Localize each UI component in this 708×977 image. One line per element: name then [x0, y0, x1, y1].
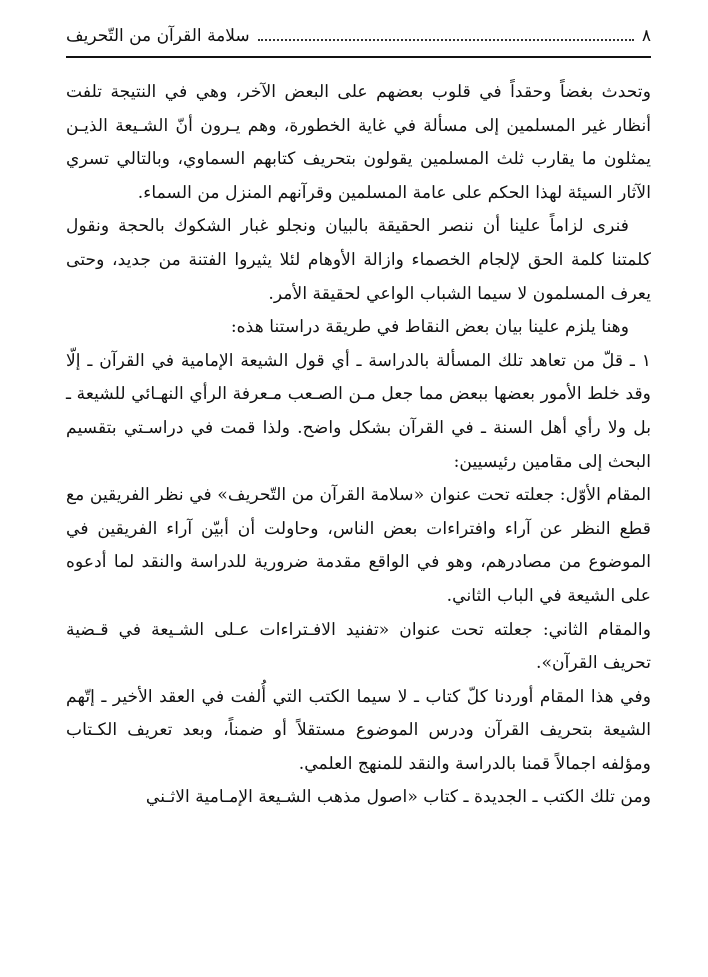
- book-page: [66, 22, 651, 962]
- header-dot-leader: [254, 24, 638, 48]
- running-title: سلامة القرآن من التّحريف: [66, 26, 250, 46]
- page-number: ٨: [641, 26, 651, 46]
- paragraph-7: وفي هذا المقام أوردنا كلّ كتاب ـ لا سيما الكتب التي أُلفت في العقد الأخير ـ إتّهم الشيعة بتحريف القرآن ودرس الموضوع مستقلاً أو ضمناً، وبعد تعريف الكـتاب ومؤلفه اجمالاً قمنا بالدراسة والنقد للمنهج العلمي.: [66, 686, 651, 774]
- paragraph-8: ومن تلك الكتب ـ الجديدة ـ كتاب «اصول مذهب الشـيعة الإمـامية الاثـني: [145, 787, 651, 808]
- body-text: [66, 76, 651, 815]
- header-rule: [66, 56, 651, 58]
- running-header: [66, 22, 651, 48]
- paragraph-6: والمقام الثاني: جعلته تحت عنوان «تفنيد الافـتراءات عـلى الشـيعة في قـضية تحريف القرآن».: [66, 619, 651, 674]
- paragraph-4: ١ ـ قلّ من تعاهد تلك المسألة بالدراسة ـ أي قول الشيعة الإمامية في القرآن ـ إلّا وقد خلط الأمور بعضها ببعض مما جعل مـن الصـعب مـعرفة الرأي النهـائي للشيعة ـ بل ولا رأي أهل السنة ـ في القرآن بشكل واضح. ولذا قمت في دراسـتي بتقسيم البحث إلى مقامين رئيسيين:: [66, 350, 651, 472]
- paragraph-2: فنرى لزاماً علينا أن ننصر الحقيقة بالبيان ونجلو غبار الشكوك بالحجة ونقول كلمتنا كلمة الحق لإلجام الخصماء وازالة الأوهام لئلا يثيروا الفتنة من جديد، وحتى يعرف المسلمون لا سيما الشباب الواعي لحقيقة الأمر.: [66, 216, 651, 304]
- paragraph-1: وتحدث بغضاً وحقداً في قلوب بعضهم على البعض الآخر، وهي في النتيجة تلفت أنظار غير المسلمين إلى مسألة في غاية الخطورة، وهم يـرون أنّ الشـيعة الذيـن يمثلون ما يقارب ثلث المسلمين يقولون بتحريف كتابهم السماوي، وبالتالي تسري الآثار السيئة لهذا الحكم على عامة المسلمين وقرآنهم المنزل من السماء.: [66, 82, 651, 203]
- paragraph-3: وهنا يلزم علينا بيان بعض النقاط في طريقة دراستنا هذه:: [230, 317, 629, 338]
- paragraph-5: المقام الأوّل: جعلته تحت عنوان «سلامة القرآن من التّحريف» في نظر الفريقين مع قطع النظر عن آراء وافتراءات بعض الناس، وحاولت أن أبيّن آراء الفريقين في الموضوع من مصادرهم، وهو في الواقع مقدمة ضرورية للدراسة والنقد لما أدعوه على الشيعة في الباب الثاني.: [66, 485, 651, 606]
